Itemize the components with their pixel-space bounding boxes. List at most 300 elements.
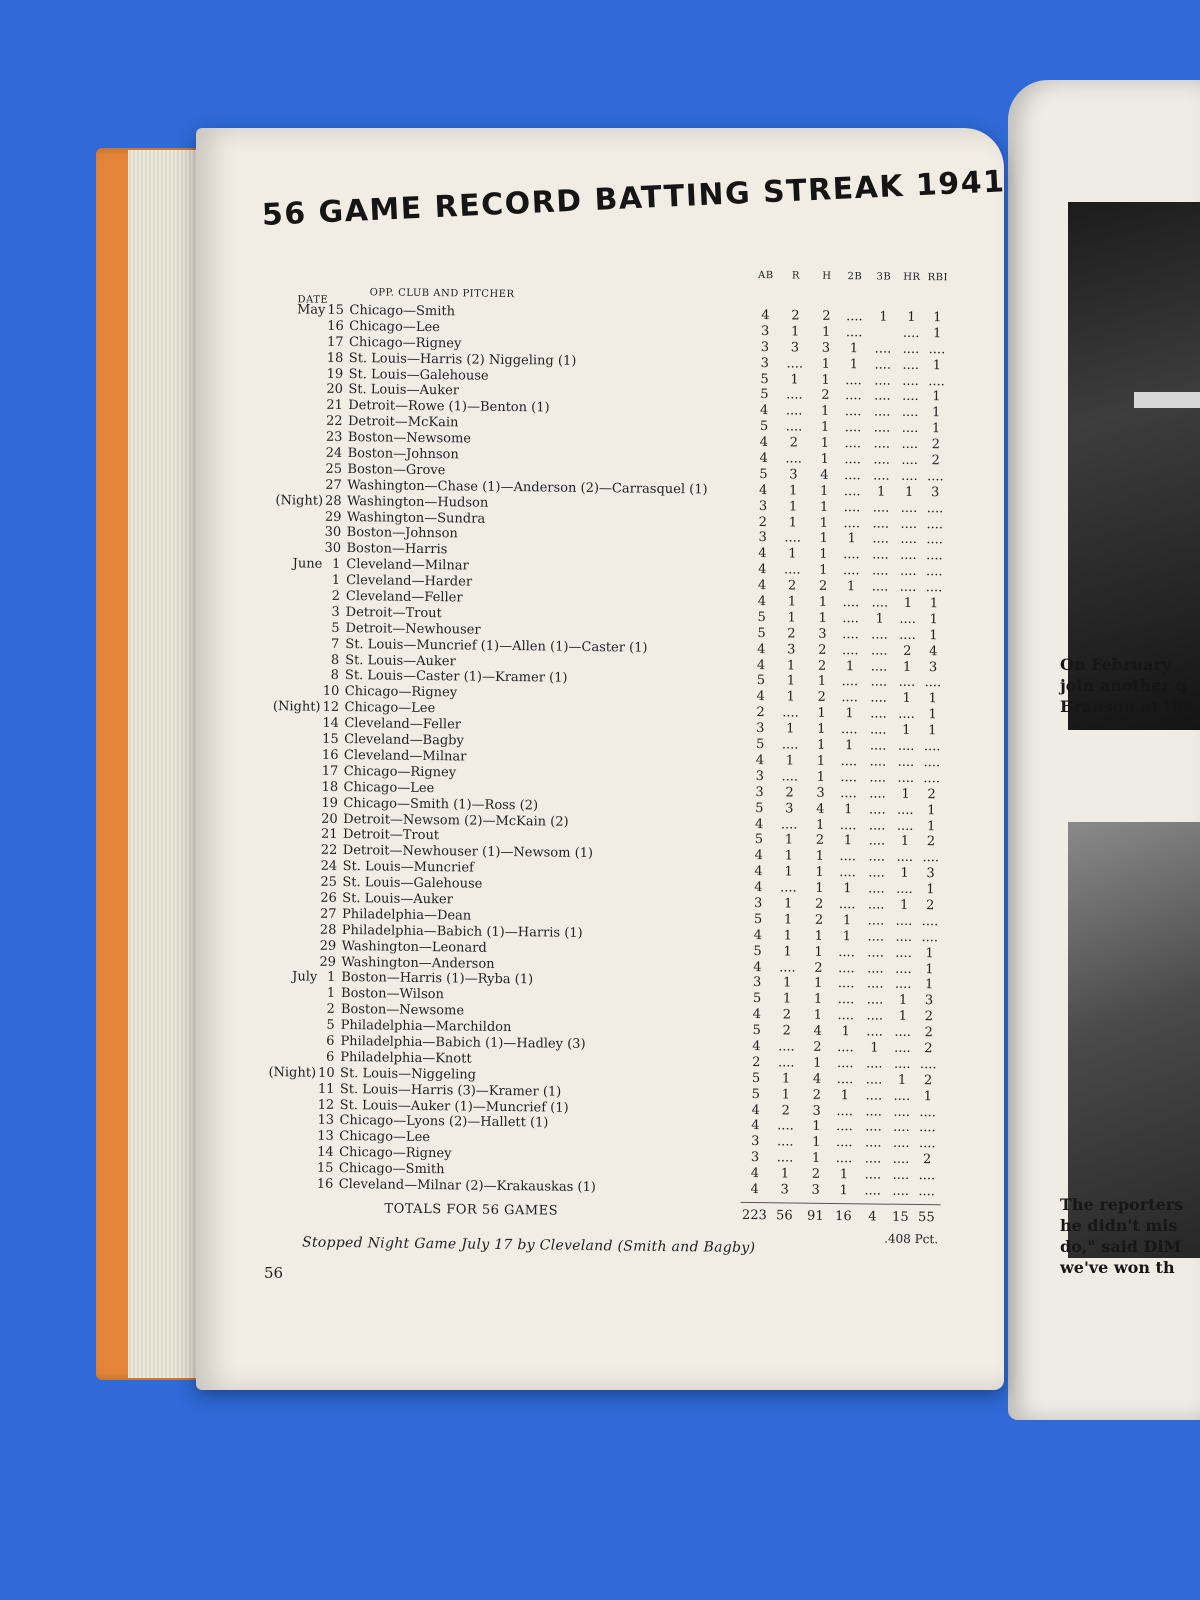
row-day: 17 [321,763,339,779]
row-hr: .... [901,421,919,437]
row-r: 1 [790,371,799,388]
row-3b: .... [868,817,886,834]
row-ab: 4 [755,752,765,769]
row-month [262,620,322,621]
row-opponent: Boston—Newsome [340,1002,465,1019]
row-3b: .... [874,373,891,389]
row-day: 15 [322,731,339,747]
row-ab: 4 [757,578,767,594]
row-opponent: Boston—Johnson [347,446,459,463]
row-r: 2 [791,308,800,324]
row-ab: 4 [754,848,764,864]
total-r: 56 [776,1208,793,1224]
row-opponent: Chicago—Rigney [339,1145,452,1162]
row-r: 1 [788,546,797,562]
row-h: 1 [814,928,824,944]
row-rbi: 2 [922,1152,932,1168]
row-month [265,366,325,367]
row-ab: 5 [760,387,769,403]
row-r: 3 [790,340,800,356]
row-day: 1 [331,557,341,573]
row-2b: .... [844,467,861,484]
row-2b: .... [840,753,858,770]
row-r: 2 [781,1102,790,1118]
row-h: 1 [819,499,829,515]
row-rbi: 3 [928,659,938,675]
row-h: 1 [812,1135,821,1151]
row-ab: 4 [761,308,770,324]
row-2b: .... [843,515,861,531]
streak-end-note: Stopped Night Game July 17 by Cleveland (Smith and Bagby) [301,1234,756,1256]
row-h: 1 [821,356,831,372]
header-opponent: OPP. CLUB AND PITCHER [369,287,515,301]
row-2b: 1 [839,1167,849,1183]
row-3b: .... [868,802,886,818]
row-rbi: 1 [928,723,937,739]
row-hr: .... [895,961,912,977]
row-2b: .... [836,1103,854,1119]
row-ab: 5 [757,625,766,641]
row-h: 1 [816,769,825,785]
row-h: 1 [814,944,823,960]
row-hr: .... [892,1151,910,1168]
row-month [264,461,324,462]
row-day: 15 [327,302,345,318]
row-month [256,1096,316,1097]
row-3b: .... [864,1167,882,1183]
row-opponent: Detroit—Trout [342,827,440,844]
row-r: .... [786,356,804,372]
row-3b: .... [866,1008,884,1024]
row-3b: .... [873,420,891,436]
row-hr: .... [900,548,917,564]
row-ab: 4 [758,562,767,578]
row-2b: .... [836,1071,854,1087]
row-2b: .... [846,309,863,325]
row-h: 1 [820,420,830,436]
row-2b: .... [844,404,862,420]
row-r: .... [780,880,797,896]
row-r: 3 [785,800,794,817]
row-month [261,636,321,637]
row-3b: .... [869,738,887,754]
row-opponent: Detroit—Trout [345,604,442,622]
total-2b: 16 [835,1208,852,1225]
row-hr: 1 [901,786,910,802]
row-month [257,1033,317,1034]
row-day: 12 [322,699,340,716]
row-r: .... [777,1118,794,1134]
row-h: 1 [817,674,827,690]
row-opponent: St. Louis—Niggeling [340,1065,477,1083]
row-rbi: .... [923,739,941,755]
row-opponent: Cleveland—Feller [344,716,462,733]
row-3b: .... [866,992,884,1008]
row-rbi: 3 [926,866,935,882]
row-h: 1 [818,610,827,626]
row-hr: .... [894,977,912,993]
row-r: .... [785,419,803,435]
row-day: 5 [326,1017,335,1033]
row-hr: .... [893,1120,910,1136]
row-ab: 4 [754,816,764,832]
row-rbi: .... [918,1136,936,1152]
row-2b: .... [837,1008,855,1024]
row-h: 1 [813,1055,822,1071]
row-h: 2 [817,690,826,706]
row-ab: 4 [759,435,769,451]
row-ab: 3 [758,498,768,514]
row-day: 1 [326,986,336,1002]
row-day: 8 [330,668,340,684]
row-month [265,350,325,351]
total-h: 91 [807,1208,824,1224]
row-ab: 3 [750,1150,760,1166]
row-month [258,953,318,954]
row-2b: 1 [844,738,854,754]
row-h: 1 [811,1150,821,1167]
row-3b: .... [866,976,884,993]
row-opponent: Chicago—Rigney [348,334,462,352]
row-ab: 5 [756,673,766,689]
row-rbi: 1 [925,945,934,961]
row-month [264,413,324,414]
row-r: 2 [782,1007,792,1023]
row-r: 1 [788,514,798,531]
row-opponent: St. Louis—Galehouse [342,875,483,892]
row-day: 24 [320,858,338,875]
row-2b: 1 [847,531,856,547]
row-hr: .... [897,770,915,786]
row-r: 1 [784,832,794,848]
row-r: 1 [783,896,793,912]
row-ab: 4 [751,1102,760,1118]
row-hr: .... [896,802,914,818]
row-h: 2 [814,960,823,976]
row-r: 1 [783,912,793,928]
row-day: 23 [325,429,343,446]
row-opponent: Cleveland—Bagby [344,732,464,749]
row-ab: 5 [751,1070,761,1086]
row-hr: 1 [902,722,911,739]
row-ab: 5 [759,419,769,435]
row-r: 3 [789,467,798,483]
row-month: (Night) [272,699,321,715]
row-day: 21 [320,827,338,843]
row-opponent: Washington—Sundra [346,509,486,527]
row-2b: .... [835,1151,853,1167]
row-2b: .... [840,722,858,738]
row-h: 2 [821,388,830,404]
row-2b: 1 [843,881,852,897]
row-month: (Night) [275,492,324,509]
row-day: 18 [321,779,339,795]
row-month [264,445,324,446]
row-rbi: 1 [929,627,938,644]
row-hr: .... [894,1040,911,1056]
row-hr: 1 [898,1008,908,1025]
row-2b: .... [844,452,861,468]
row-hr: .... [896,818,914,834]
row-opponent: Washington—Hudson [346,493,489,511]
row-r: 1 [784,848,794,864]
row-rbi: 1 [931,405,941,421]
row-h: 3 [811,1182,820,1198]
row-rbi: 2 [924,1041,933,1057]
row-day: 11 [317,1081,335,1097]
row-h: 1 [819,563,828,579]
row-ab: 3 [760,339,770,355]
row-hr: 1 [902,691,911,707]
row-h: 2 [812,1087,822,1103]
caption-bottom: The reporters he didn't mis do," said DiM we've won th [1060,1195,1184,1277]
row-day: 13 [317,1129,334,1145]
row-r: .... [778,1039,795,1055]
row-ab: 3 [760,355,770,371]
row-r: 2 [785,785,794,801]
table-body [255,302,986,1201]
row-3b: .... [868,833,886,849]
row-2b: .... [842,626,859,643]
row-2b: 1 [845,658,855,674]
row-r: 1 [787,594,797,610]
row-3b: .... [864,1151,882,1167]
row-3b: .... [865,1088,883,1104]
row-2b: 1 [846,579,856,595]
row-rbi: 1 [929,612,938,628]
row-ab: 4 [758,546,767,562]
row-month [258,906,318,907]
row-opponent: Detroit—Rowe (1)—Benton (1) [348,398,550,416]
row-day: 6 [326,1033,335,1049]
row-h: 2 [817,658,827,674]
row-2b: 1 [840,1087,850,1103]
row-hr: 1 [897,1072,907,1088]
row-3b: .... [867,897,885,913]
row-ab: 4 [757,641,766,657]
row-r: 1 [783,943,792,960]
row-rbi: 1 [926,882,935,898]
row-r: 2 [782,1023,791,1039]
row-day: 20 [326,382,344,398]
row-hr: .... [901,468,918,484]
row-h: 1 [815,864,824,881]
header-h: H [822,270,832,282]
row-rbi: .... [925,564,943,580]
row-rbi: 3 [924,993,934,1009]
total-rbi: 55 [918,1209,935,1226]
row-hr: .... [902,389,919,405]
row-opponent: Chicago—Rigney [343,763,457,781]
row-rbi: .... [926,548,943,564]
row-ab: 2 [752,1054,761,1070]
row-opponent: Chicago—Smith (1)—Ross (2) [343,795,539,813]
row-day: 26 [320,890,337,906]
row-day: 1 [326,970,336,986]
row-2b: 1 [839,1183,848,1199]
row-2b: .... [836,1055,854,1072]
row-2b: 1 [842,928,852,944]
photo-top [1068,202,1200,730]
row-ab: 3 [758,530,767,546]
row-h: 2 [814,912,824,928]
row-hr: 1 [899,897,909,913]
row-opponent: Philadelphia—Dean [341,906,472,924]
row-ab: 4 [750,1181,759,1198]
row-ab: 4 [752,1038,761,1055]
row-month: July [292,969,318,986]
row-rbi: 1 [932,389,941,405]
photo-bottom [1068,822,1200,1258]
row-opponent: Detroit—Newsom (2)—McKain (2) [343,811,569,830]
row-month [258,890,318,891]
row-h: 3 [821,340,831,356]
row-r: 1 [781,1071,791,1087]
row-hr: 1 [905,484,914,500]
row-month [259,826,319,827]
row-day: 14 [317,1144,334,1161]
row-h: 1 [816,753,826,769]
row-h: 4 [816,801,825,817]
row-hr: 1 [903,595,913,611]
row-3b: .... [873,436,891,452]
row-2b: .... [839,865,856,881]
row-ab: 4 [759,482,768,498]
row-3b: .... [864,1183,882,1199]
row-day: 28 [324,493,342,509]
row-month [261,652,321,653]
row-3b: .... [870,706,887,722]
row-h: 1 [812,1119,821,1135]
row-r: .... [786,387,803,404]
row-opponent: Philadelphia—Babich (1)—Hadley (3) [340,1033,586,1052]
row-month [259,858,319,859]
caption-top: On February join another g Branson at the [1060,655,1194,716]
row-3b: .... [865,1056,883,1072]
row-hr: 1 [900,865,909,882]
row-2b: .... [840,769,858,786]
row-opponent: Chicago—Smith [349,303,456,320]
row-3b: .... [867,929,885,945]
row-rbi: .... [926,532,944,548]
row-opponent: St. Louis—Auker (1)—Muncrief (1) [339,1097,569,1116]
row-r: 3 [787,642,796,658]
row-day: 19 [326,366,344,382]
row-opponent: St. Louis—Muncrief (1)—Allen (1)—Caster (1) [345,636,648,656]
streak-table [254,262,986,1256]
row-h: 4 [812,1071,822,1087]
row-month [255,1176,315,1177]
row-opponent: Chicago—Lee [343,779,435,796]
row-r: .... [783,562,801,578]
row-r: 1 [782,991,792,1007]
row-hr: .... [893,1056,911,1072]
row-rbi: .... [928,341,946,358]
total-ab: 223 [741,1207,767,1224]
row-ab: 2 [758,514,768,530]
total-3b: 4 [868,1209,877,1225]
row-3b: .... [869,786,886,802]
row-3b: .... [869,770,887,786]
row-h: 2 [818,642,827,658]
row-2b: .... [843,547,860,563]
row-hr: .... [899,579,917,596]
row-ab: 3 [753,895,763,912]
row-3b: .... [867,960,884,977]
row-month [255,1144,315,1145]
row-day: 16 [327,318,344,334]
row-r: .... [777,1055,795,1071]
row-r: 1 [783,928,793,944]
row-month [262,588,322,589]
row-3b: .... [874,388,891,405]
row-month [262,604,322,605]
row-rbi: 2 [924,1009,934,1025]
row-h: 2 [813,1039,822,1055]
row-r: 1 [780,1166,790,1182]
row-month [263,540,323,541]
row-opponent: Detroit—Newhouser [345,620,481,638]
row-rbi: .... [925,580,943,596]
row-r: .... [776,1134,794,1150]
row-rbi: 1 [924,977,934,993]
row-ab: 4 [756,657,766,673]
row-ab: 4 [751,1118,760,1134]
row-rbi: 2 [924,1025,933,1041]
row-day: 18 [326,350,344,366]
row-rbi: 1 [928,707,937,723]
row-2b: .... [838,944,855,960]
row-rbi: 1 [928,691,937,707]
row-opponent: Cleveland—Milnar (2)—Krakauskas (1) [338,1176,596,1196]
row-opponent: St. Louis—Muncrief [342,859,474,876]
row-2b: .... [835,1135,853,1151]
row-month [259,795,319,796]
row-day: 29 [319,954,337,970]
row-3b: .... [874,341,892,357]
row-ab: 4 [752,1007,762,1023]
row-day: 24 [325,445,343,461]
row-hr: .... [902,341,920,357]
row-3b: .... [870,659,888,675]
row-hr: .... [899,627,916,643]
row-hr: .... [896,881,913,898]
row-opponent: Chicago—Lee [344,700,436,717]
row-h: 1 [818,594,828,610]
row-h: 1 [821,372,830,388]
row-h: 1 [820,483,829,499]
row-rbi: 2 [926,834,936,850]
row-rbi: .... [922,850,940,866]
row-day: 14 [322,715,340,732]
row-month [256,1049,316,1050]
row-hr: 1 [902,659,912,675]
row-rbi: .... [927,469,944,485]
row-3b: .... [867,945,884,961]
row-r: 1 [788,499,798,515]
row-h: 1 [820,404,830,420]
row-h: 1 [815,849,825,865]
row-ab: 3 [760,323,770,340]
row-rbi: .... [918,1184,936,1200]
row-rbi: .... [926,500,944,516]
row-2b: .... [841,674,859,690]
header-date: DATE [297,294,329,306]
row-day: 20 [321,811,338,827]
row-ab: 4 [757,594,767,610]
row-month [256,1112,316,1113]
row-day: 10 [318,1065,335,1081]
